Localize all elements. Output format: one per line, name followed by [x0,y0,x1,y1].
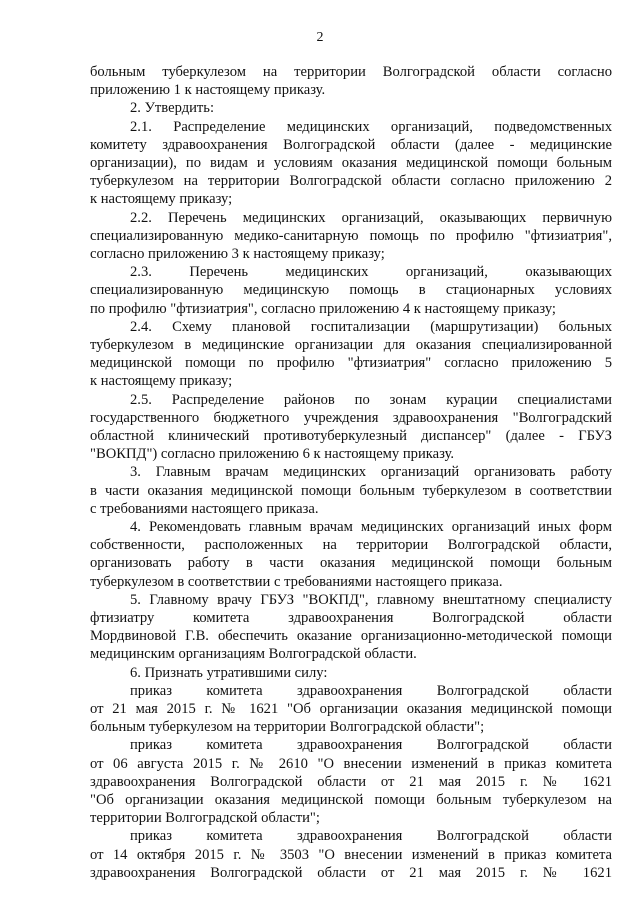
text-line: Мордвиновой Г.В. обеспечить оказание организационно-методической помощи [90,628,612,645]
text-line: "ВОКПД") согласно приложению 6 к настоящему приказу. [90,446,455,463]
text-line: от 21 мая 2015 г. № 1621 "Об организации оказания медицинской помощи [90,701,612,717]
text-line: к настоящему приказу; [90,373,233,390]
text-line: медицинским организациям Волгоградской области. [90,646,417,663]
text-line: собственности, расположенных на территории Волгоградской области, [90,537,612,554]
text-line: здравоохранения Волгоградской области от 21 мая 2015 г. № 1621 [90,864,612,881]
text-line: 4. Рекомендовать главным врачам медицинских организаций иных форм [130,519,612,535]
text-line: по профилю "фтизиатрия", согласно приложению 4 к настоящему приказу; [90,300,556,317]
text-line: в части оказания медицинской помощи больным туберкулезом в соответствии [90,482,612,499]
text-line: согласно приложению 3 к настоящему приказу; [90,246,385,262]
text-line: больным туберкулезом на территории Волгоградской области согласно [90,64,612,80]
text-line: 2.3. Перечень медицинских организаций, оказывающих [130,264,612,281]
text-line: организовать работу в части оказания медицинской помощи больным [90,555,612,572]
text-line: 2.4. Схему плановой госпитализации (маршрутизации) больных [130,318,612,335]
text-line: государственного бюджетного учреждения здравоохранения "Волгоградский [90,409,612,426]
text-line: приказ комитета здравоохранения Волгоградской области [130,737,612,754]
text-line: здравоохранения Волгоградской области от 21 мая 2015 г. № 1621 [90,773,612,790]
text-line: туберкулезом на территории Волгоградской области согласно приложению 2 [90,173,612,190]
text-line: 2.2. Перечень медицинских организаций, оказывающих первичную [130,209,612,226]
text-line: от 06 августа 2015 г. № 2610 "О внесении изменений в приказ комитета [90,755,612,772]
text-line: специализированную медицинскую помощь в стационарных условиях [90,282,612,299]
text-line: комитету здравоохранения Волгоградской области (далее - медицинские [90,136,612,153]
text-line: 5. Главному врачу ГБУЗ "ВОКПД", главному внештатному специалисту [130,591,612,608]
text-line: 2.1. Распределение медицинских организаций, подведомственных [130,118,612,135]
text-line: областной клинический противотуберкулезный диспансер" (далее - ГБУЗ [90,428,612,444]
text-line: к настоящему приказу; [90,191,233,208]
text-line: "Об организации оказания медицинской помощи больным туберкулезом на [90,792,612,808]
text-line: от 14 октября 2015 г. № 3503 "О внесении изменений в приказ комитета [90,846,612,863]
text-line: 6. Признать утратившими силу: [130,664,328,681]
text-line: приложению 1 к настоящему приказу. [90,82,326,99]
text-line: медицинской помощи по профилю "фтизиатрия" согласно приложению 5 [90,355,612,372]
page-number: 2 [316,30,324,45]
text-line: туберкулезом в соответствии с требованиями настоящего приказа. [90,573,503,590]
text-line: приказ комитета здравоохранения Волгоградской области [130,828,612,845]
text-line: специализированную медико-санитарную помощь по профилю "фтизиатрия", [90,227,612,244]
text-line: туберкулезом в медицинские организации для оказания специализированной [90,337,612,353]
text-line: 3. Главным врачам медицинских организаций организовать работу [130,464,612,481]
text-line: организации), по видам и условиям оказания медицинской помощи больным [90,155,612,171]
text-line: больным туберкулезом на территории Волгоградской области"; [90,719,485,736]
text-line: территории Волгоградской области"; [90,810,320,827]
text-line: 2.5. Распределение районов по зонам курации специалистами [130,391,612,408]
text-line: 2. Утвердить: [130,100,215,117]
text-line: фтизиатру комитета здравоохранения Волгоградской области [90,610,612,626]
text-line: приказ комитета здравоохранения Волгоградской области [130,682,612,699]
text-line: с требованиями настоящего приказа. [90,500,319,517]
